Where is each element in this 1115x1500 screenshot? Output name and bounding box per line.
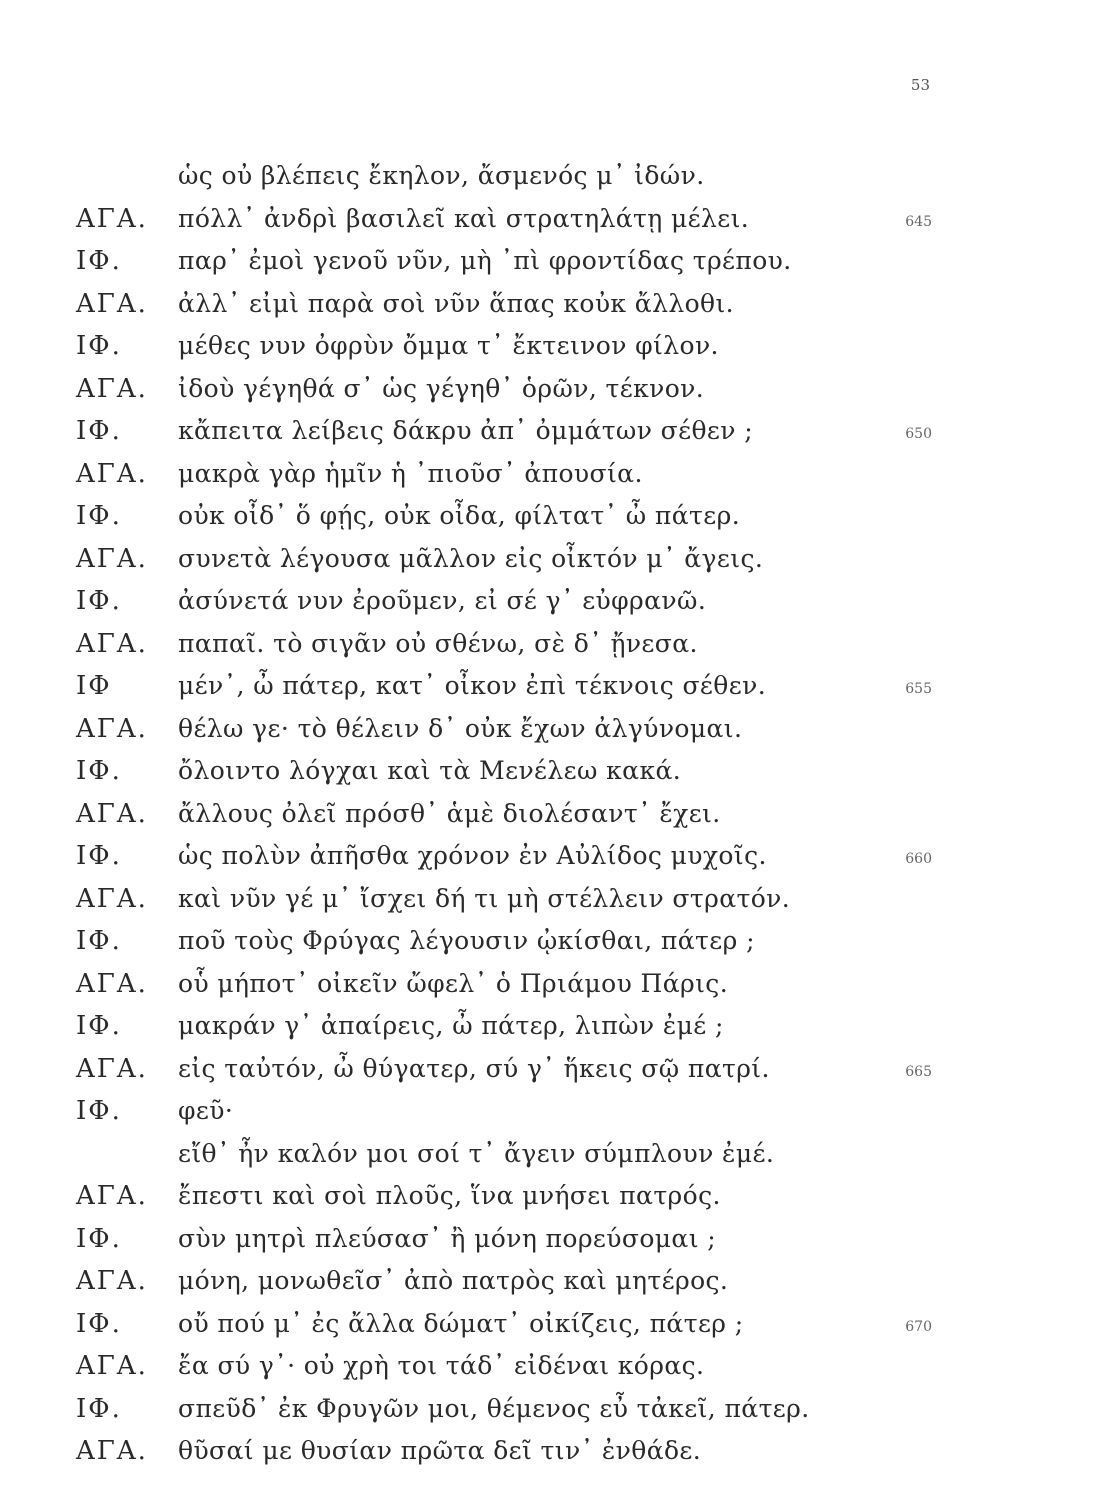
verse-text: καὶ νῦν γέ μ᾽ ἴσχει δή τι μὴ στέλλειν στρατόν. [178,883,791,913]
verse-text: κἄπειτα λείβεις δάκρυ ἀπ᾽ ὀμμάτων σέθεν ; [178,416,754,445]
verse-line [0,1048,1115,1091]
line-number: 655 [905,681,932,697]
verse-text: θέλω γε· τὸ θέλειν δ᾽ οὐκ ἔχων ἀλγύνομαι. [178,713,743,743]
verse-text: σὺν μητρὶ πλεύσασ᾽ ἢ μόνη πορεύσομαι ; [178,1223,717,1253]
speaker-label: ΙΦ. [76,1096,122,1126]
verse-lines [0,155,1115,1473]
verse-text: ὡς οὐ βλέπεις ἔκηλον, ἄσμενός μ᾽ ἰδών. [178,161,705,190]
speaker-label: ΑΓΑ. [76,1351,148,1381]
page-number: 53 [910,76,930,94]
verse-line [0,750,1115,793]
verse-text: ὄλοιντο λόγχαι καὶ τὰ Μενέλεω κακά. [178,756,682,785]
verse-text: ἔπεστι καὶ σοὶ πλοῦς, ἵνα μνήσει πατρός. [178,1181,721,1210]
speaker-label: ΙΦ. [76,331,122,361]
speaker-label: ΑΓΑ. [76,968,148,999]
verse-text: ἄλλους ὀλεῖ πρόσθ᾽ ἁμὲ διολέσαντ᾽ ἔχει. [178,798,721,828]
verse-text: οὐκ οἶδ᾽ ὅ φῄς, οὐκ οἶδα, φίλτατ᾽ ὦ πάτερ. [178,501,741,530]
line-number: 660 [905,851,932,867]
verse-line [0,283,1115,326]
speaker-label: ΑΓΑ. [76,713,148,744]
speaker-label: ΙΦ. [76,586,122,616]
verse-text: μέν᾽, ὦ πάτερ, κατ᾽ οἶκον ἐπὶ τέκνοις σέθεν. [178,671,767,700]
verse-line [0,1345,1115,1388]
line-number: 645 [905,213,932,230]
speaker-label: ΑΓΑ. [76,1181,148,1211]
verse-text: οὔ πού μ᾽ ἐς ἄλλα δώματ᾽ οἰκίζεις, πάτερ ; [178,1308,744,1338]
verse-line [0,1260,1115,1303]
verse-text: ἰδοὺ γέγηθά σ᾽ ὡς γέγηθ᾽ ὁρῶν, τέκνον. [178,373,705,403]
verse-line [0,1090,1115,1133]
verse-text: ἀλλ᾽ εἰμὶ παρὰ σοὶ νῦν ἅπας κοὐκ ἄλλοθι. [178,288,735,318]
line-number: 670 [905,1318,932,1335]
verse-line [0,410,1115,453]
speaker-label: ΙΦ. [76,756,122,786]
verse-line [0,1388,1115,1431]
verse-text: εἴθ᾽ ἦν καλόν μοι σοί τ᾽ ἄγειν σύμπλουν ἐμέ. [178,1138,775,1168]
verse-line [0,198,1115,241]
verse-line [0,835,1115,878]
verse-line [0,240,1115,283]
verse-line [0,708,1115,751]
verse-line [0,878,1115,921]
verse-text: μόνη, μονωθεῖσ᾽ ἀπὸ πατρὸς καὶ μητέρος. [178,1266,729,1295]
speaker-label: ΑΓΑ. [76,1266,148,1296]
verse-text: ποῦ τοὺς Φρύγας λέγουσιν ᾠκίσθαι, πάτερ ; [178,926,755,955]
verse-line [0,963,1115,1006]
verse-text: φεῦ· [178,1096,234,1125]
speaker-label: ΑΓΑ. [76,883,148,914]
verse-line [0,1175,1115,1218]
line-number: 650 [905,426,932,442]
verse-text: μακράν γ᾽ ἀπαίρεις, ὦ πάτερ, λιπὼν ἐμέ ; [178,1011,724,1040]
speaker-label: ΙΦ. [76,1223,122,1254]
speaker-label: ΑΓΑ. [76,1053,148,1084]
verse-line [0,623,1115,666]
verse-line [0,495,1115,538]
verse-line [0,920,1115,963]
speaker-label: ΑΓΑ. [76,288,148,319]
speaker-label: ΙΦ. [76,416,122,446]
verse-text: εἰς ταὐτόν, ὦ θύγατερ, σύ γ᾽ ἥκεις σῷ πατρί. [178,1053,770,1083]
verse-text: παρ᾽ ἐμοὶ γενοῦ νῦν, μὴ ᾽πὶ φροντίδας τρέπου. [178,246,792,275]
verse-line [0,1133,1115,1176]
verse-line [0,1303,1115,1346]
speaker-label: ΑΓΑ. [76,798,148,829]
speaker-label: ΑΓΑ. [76,628,148,659]
verse-text: συνετὰ λέγουσα μᾶλλον εἰς οἶκτόν μ᾽ ἄγεις. [178,543,764,573]
speaker-label: ΙΦ. [76,926,122,956]
verse-text: θῦσαί με θυσίαν πρῶτα δεῖ τιν᾽ ἐνθάδε. [178,1436,702,1465]
speaker-label: ΙΦ. [76,1393,122,1424]
verse-text: οὗ μήποτ᾽ οἰκεῖν ὤφελ᾽ ὁ Πριάμου Πάρις. [178,968,729,998]
verse-line [0,325,1115,368]
speaker-label: ΑΓΑ. [76,203,148,234]
verse-text: παπαῖ. τὸ σιγᾶν οὐ σθένω, σὲ δ᾽ ᾔνεσα. [178,628,698,658]
verse-line [0,453,1115,496]
verse-line [0,1218,1115,1261]
speaker-label: ΑΓΑ. [76,373,148,404]
verse-line [0,580,1115,623]
speaker-label: ΑΓΑ. [76,543,148,574]
verse-line [0,1005,1115,1048]
speaker-label: ΑΓΑ. [76,1436,148,1466]
speaker-label: ΙΦ. [76,1011,122,1041]
verse-line [0,538,1115,581]
verse-line [0,368,1115,411]
speaker-label: ΑΓΑ. [76,458,148,489]
speaker-label: ΙΦ. [76,1308,122,1339]
verse-text: ἔα σύ γ᾽· οὐ χρὴ τοι τάδ᾽ εἰδέναι κόρας. [178,1351,705,1380]
verse-text: μακρὰ γὰρ ἡμῖν ἡ ᾽πιοῦσ᾽ ἀπουσία. [178,458,643,488]
verse-line [0,155,1115,198]
verse-text: σπεῦδ᾽ ἐκ Φρυγῶν μοι, θέμενος εὖ τἀκεῖ, πάτερ. [178,1393,810,1423]
verse-text: ὡς πολὺν ἀπῆσθα χρόνον ἐν Αὐλίδος μυχοῖς. [178,841,767,870]
speaker-label: ΙΦ. [76,501,122,531]
speaker-label: ΙΦ [76,671,112,701]
verse-text: ἀσύνετά νυν ἐροῦμεν, εἰ σέ γ᾽ εὐφρανῶ. [178,586,707,615]
line-number: 665 [905,1063,932,1080]
speaker-label: ΙΦ. [76,841,122,871]
verse-line [0,793,1115,836]
verse-line [0,1430,1115,1473]
speaker-label: ΙΦ. [76,246,122,276]
verse-text: μέθες νυν ὀφρὺν ὄμμα τ᾽ ἔκτεινον φίλον. [178,331,719,360]
verse-line [0,665,1115,708]
verse-text: πόλλ᾽ ἀνδρὶ βασιλεῖ καὶ στρατηλάτῃ μέλει. [178,203,750,233]
